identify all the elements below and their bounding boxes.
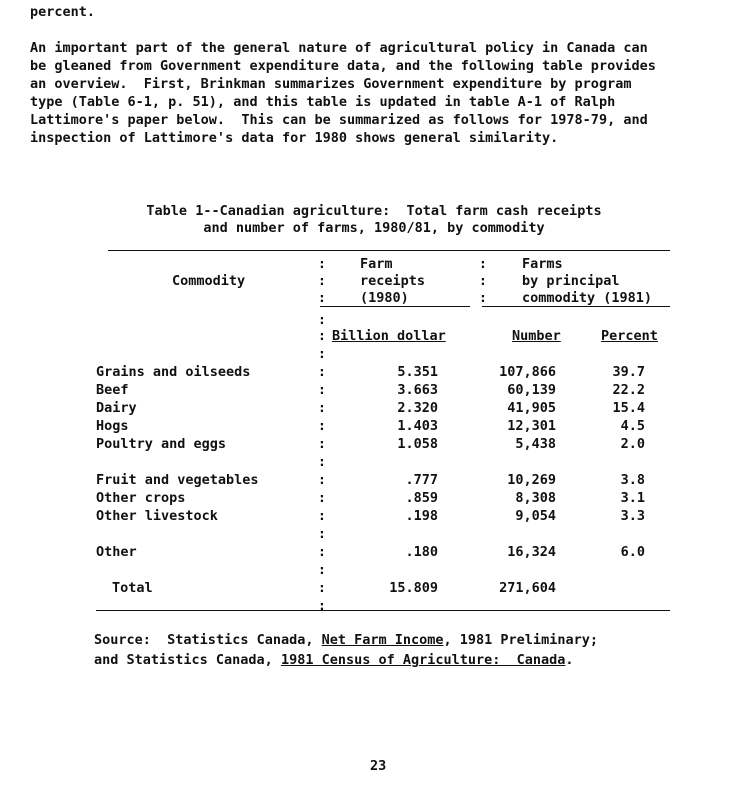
separator-colon: : (317, 436, 327, 452)
separator-colon: : (317, 364, 327, 380)
separator-colon: : (317, 273, 327, 289)
cell-commodity: Other (96, 544, 137, 560)
table-bottom-rule (96, 610, 670, 611)
cell-percent: 39.7 (612, 364, 645, 380)
para-line: Lattimore's paper below. This can be summarized as follows for 1978-79, and (30, 112, 648, 128)
separator-colon: : (478, 256, 488, 272)
separator-colon: : (317, 256, 327, 272)
cell-receipts: .180 (405, 544, 438, 560)
para-line: inspection of Lattimore's data for 1980 shows general similarity. (30, 130, 559, 146)
cell-receipts: 5.351 (397, 364, 438, 380)
separator-colon: : (317, 400, 327, 416)
para-line: be gleaned from Government expenditure data, and the following table provides (30, 58, 656, 74)
source-label: Source: (94, 632, 151, 648)
separator-colon: : (317, 346, 327, 362)
separator-colon: : (317, 490, 327, 506)
cell-commodity: Other crops (96, 490, 186, 506)
cell-number: 10,269 (507, 472, 556, 488)
cell-receipts: 15.809 (389, 580, 438, 596)
cell-number: 5,438 (515, 436, 556, 452)
source-line-2 (94, 652, 574, 668)
table-row (0, 508, 748, 526)
cell-commodity: Fruit and vegetables (96, 472, 259, 488)
table-row (0, 400, 748, 418)
header-commodity: Commodity (172, 273, 246, 289)
separator-colon: : (317, 454, 327, 470)
separator-colon: : (317, 562, 327, 578)
separator-colon: : (317, 382, 327, 398)
cell-percent: 15.4 (612, 400, 645, 416)
cell-receipts: 3.663 (397, 382, 438, 398)
separator-colon: : (317, 526, 327, 542)
cell-receipts: .777 (405, 472, 438, 488)
cell-commodity: Dairy (96, 400, 137, 416)
separator-colon: : (317, 598, 327, 614)
cell-percent: 2.0 (620, 436, 645, 452)
header-receipts-3: (1980) (360, 290, 409, 306)
header-receipts-2: receipts (360, 273, 426, 289)
table-subtitle: and number of farms, 1980/81, by commodity (203, 220, 545, 236)
cell-commodity: Poultry and eggs (96, 436, 227, 452)
cell-commodity: Grains and oilseeds (96, 364, 251, 380)
header-receipts-1: Farm (360, 256, 393, 272)
table-title: Table 1--Canadian agriculture: Total farm cash receipts (146, 203, 602, 219)
header-farms-2: by principal (522, 273, 620, 289)
cell-receipts: .859 (405, 490, 438, 506)
cell-percent: 3.1 (620, 490, 645, 506)
separator-colon: : (317, 580, 327, 596)
cell-commodity: Beef (96, 382, 129, 398)
source-post2: . (565, 652, 574, 668)
separator-colon: : (317, 544, 327, 560)
source-post1: , 1981 Preliminary; (443, 632, 598, 648)
cell-receipts: 2.320 (397, 400, 438, 416)
cell-percent: 6.0 (620, 544, 645, 560)
header-farms-rule (482, 306, 670, 307)
cell-commodity: Hogs (96, 418, 129, 434)
top-line: percent. (30, 4, 96, 20)
header-farms-1: Farms (522, 256, 563, 272)
table-row (0, 382, 748, 400)
source-title2: 1981 Census of Agriculture: Canada (280, 652, 566, 668)
header-receipts-rule (320, 306, 470, 307)
table-row (0, 418, 748, 436)
cell-number: 41,905 (507, 400, 556, 416)
source-title1: Net Farm Income (321, 632, 444, 648)
cell-percent: 3.8 (620, 472, 645, 488)
separator-colon: : (317, 418, 327, 434)
cell-percent: 22.2 (612, 382, 645, 398)
cell-number: 60,139 (507, 382, 556, 398)
separator-colon: : (478, 290, 488, 306)
cell-receipts: 1.403 (397, 418, 438, 434)
separator-colon: : (317, 508, 327, 524)
table-row (0, 544, 748, 562)
page-number: 23 (370, 758, 387, 774)
separator-colon: : (478, 273, 488, 289)
cell-number: 271,604 (499, 580, 556, 596)
cell-percent: 3.3 (620, 508, 645, 524)
cell-number: 16,324 (507, 544, 556, 560)
unit-percent: Percent (601, 328, 658, 344)
unit-receipts: Billion dollar (332, 328, 446, 344)
cell-commodity: Other livestock (96, 508, 218, 524)
table-row (0, 364, 748, 382)
cell-number: 12,301 (507, 418, 556, 434)
para-line: an overview. First, Brinkman summarizes Government expenditure by program (30, 76, 632, 92)
cell-receipts: 1.058 (397, 436, 438, 452)
source-pre1: Statistics Canada, (167, 632, 322, 648)
separator-colon: : (317, 290, 327, 306)
source-line-1 (94, 632, 598, 648)
separator-colon: : (317, 312, 327, 328)
cell-receipts: .198 (405, 508, 438, 524)
separator-colon: : (317, 472, 327, 488)
cell-number: 9,054 (515, 508, 556, 524)
cell-number: 107,866 (499, 364, 556, 380)
para-line: type (Table 6-1, p. 51), and this table is updated in table A-1 of Ralph (30, 94, 616, 110)
table-row (0, 436, 748, 454)
unit-number: Number (512, 328, 561, 344)
table-top-rule (108, 250, 670, 251)
cell-number: 8,308 (515, 490, 556, 506)
table-row (0, 490, 748, 508)
source-pre2: and Statistics Canada, (94, 652, 281, 668)
cell-percent: 4.5 (620, 418, 645, 434)
cell-commodity: Total (112, 580, 153, 596)
table-row-total (0, 580, 748, 598)
para-line: An important part of the general nature of agricultural policy in Canada can (30, 40, 648, 56)
table-row (0, 472, 748, 490)
header-farms-3: commodity (1981) (522, 290, 653, 306)
separator-colon: : (317, 328, 327, 344)
